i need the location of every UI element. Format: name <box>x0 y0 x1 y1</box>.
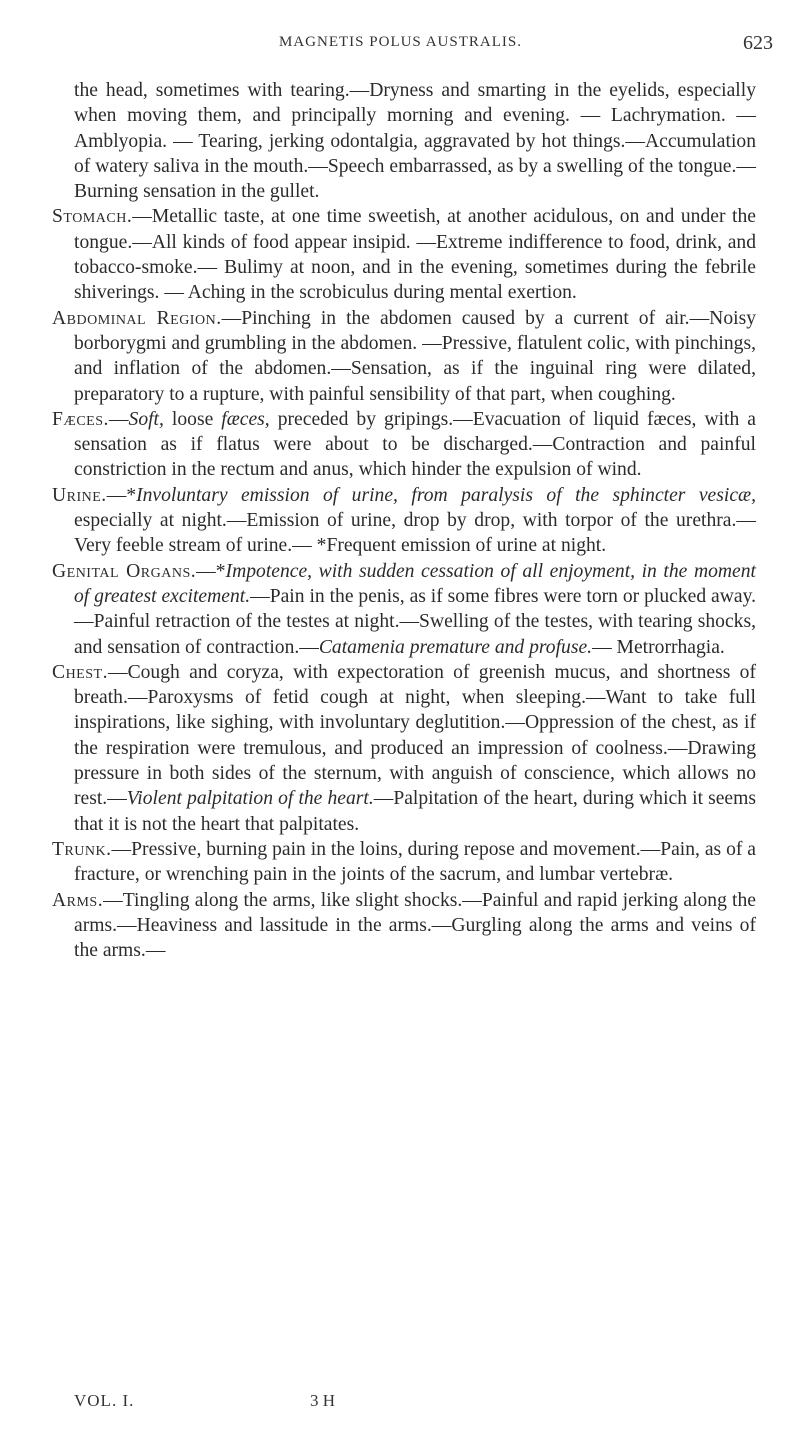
running-header <box>0 34 801 58</box>
paragraph-urine: Urine.—*Involuntary emission of urine, from paralysis of the sphincter vesicæ, especially at night.—Emission of urine, drop by drop, with torpor of the urethra.—Very feeble stream of urine.— *Frequent emission of urine at night. <box>52 484 756 557</box>
volume-label: VOL. I. <box>74 1391 135 1410</box>
paragraph-genital-organs: Genital Organs.—*Impotence, with sudden cessation of all enjoyment, in the moment of greatest excitement.—Pain in the penis, as if some fibres were torn or plucked away.—Painful retraction of the testes at night.—Swelling of the testes, with tearing shocks, and sensation of contraction.—Catamenia premature and profuse.— Metrorrhagia. <box>52 560 756 658</box>
signature-mark: 3 H <box>310 1391 336 1410</box>
paragraph-abdominal-region: Abdominal Region.—Pinching in the abdomen caused by a current of air.—Noisy borborygmi and grumbling in the abdomen. —Pressive, flatulent colic, with pinchings, and inflation of the abdomen.—Sensation, as if the inguinal ring were dilated, preparatory to a rupture, with painful sensibility of that part, when coughing. <box>52 307 756 405</box>
paragraph-arms: Arms.—Tingling along the arms, like slight shocks.—Painful and rapid jerking along the arms.—Heaviness and lassitude in the arms.—Gurgling along the arms and veins of the arms.— <box>52 889 756 962</box>
paragraph-faeces: Fæces.—Soft, loose fæces, preceded by gripings.—Evacuation of liquid fæces, with a sensation as if flatus were about to be discharged.—Contraction and painful constriction in the rectum and anus, which hinder the expulsion of wind. <box>52 408 757 481</box>
page-number: 623 <box>743 32 773 54</box>
running-title: MAGNETIS POLUS AUSTRALIS. <box>279 34 522 50</box>
paragraph-trunk: Trunk.—Pressive, burning pain in the loins, during repose and movement.—Pain, as of a fracture, or wrenching pain in the joints of the sacrum, and lumbar vertebræ. <box>52 838 756 886</box>
section-heading: Trunk. <box>52 838 112 860</box>
section-heading: Fæces. <box>52 408 109 430</box>
paragraph-chest: Chest.—Cough and coryza, with expectoration of greenish mucus, and shortness of breath.—Paroxysms of fetid cough at night, when sleeping.—Want to take full inspirations, like sighing, with involuntary deglutition.—Oppression of the chest, as if the respiration were tremulous, and produced an impression of coolness.—Drawing pressure in both sides of the sternum, with anguish of conscience, which allows no rest.—Violent palpitation of the heart.—Palpitation of the heart, during which it seems that it is not the heart that palpitates. <box>52 661 756 835</box>
paragraph-stomach: Stomach.—Metallic taste, at one time sweetish, at another acidulous, on and under the tongue.—All kinds of food appear insipid. —Extreme indifference to food, drink, and tobacco-smoke.— Bulimy at noon, and in the evening, sometimes during the febrile shiverings. — Aching in the scrobiculus during mental exertion. <box>52 206 756 304</box>
section-heading: Urine. <box>52 484 107 506</box>
section-heading: Genital Organs. <box>52 560 197 582</box>
paragraph-head-continued: the head, sometimes with tearing.—Dryness and smarting in the eyelids, especially when moving them, and principally morning and evening. — Lachrymation. — Amblyopia. — Tearing, jerking odontalgia, aggravated by hot things.—Accumulation of watery saliva in the mouth.—Speech embarrassed, as by a swelling of the tongue.—Burning sensation in the gullet. <box>74 80 756 203</box>
page-body <box>52 78 756 963</box>
section-heading: Stomach. <box>52 206 133 228</box>
section-heading: Abdominal Region. <box>52 307 222 329</box>
section-heading: Arms. <box>52 889 104 911</box>
section-heading: Chest. <box>52 661 108 683</box>
